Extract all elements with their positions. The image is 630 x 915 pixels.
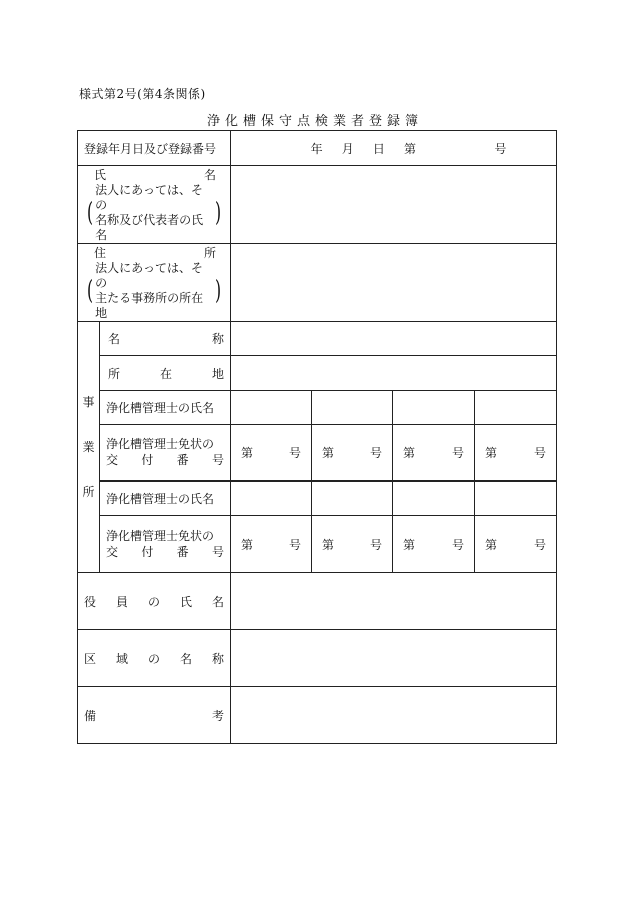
- officers-row: [78, 573, 557, 630]
- license-number-cell[interactable]: [231, 425, 312, 481]
- office-name-row: [78, 322, 557, 356]
- address-value-cell[interactable]: [231, 244, 557, 322]
- go-label: 号: [451, 537, 464, 552]
- manager-name-label: 浄化槽管理士の氏名: [100, 391, 231, 425]
- go-label: 号: [494, 141, 507, 156]
- area-row: [78, 630, 557, 687]
- dai-label: 第: [241, 445, 254, 460]
- officers-char-1: 役: [84, 594, 97, 609]
- area-char-5: 称: [211, 651, 224, 666]
- dai-label: 第: [241, 537, 254, 552]
- office-location-label: [100, 356, 231, 391]
- remarks-value[interactable]: [231, 687, 557, 744]
- name-label-cell: [78, 166, 231, 244]
- bracket-left: (: [87, 198, 94, 228]
- manager-name-cell[interactable]: [231, 481, 312, 516]
- license-char-4: 号: [211, 545, 224, 559]
- license-char-2: 付: [141, 453, 154, 468]
- manager-name-row-2: [78, 481, 557, 516]
- remarks-char-2: 考: [211, 708, 224, 723]
- go-label: 号: [288, 445, 301, 460]
- manager-name-cell[interactable]: [312, 481, 393, 516]
- name-char-2: 名: [203, 168, 216, 182]
- officers-char-3: の: [147, 594, 160, 609]
- day-label: 日: [372, 141, 385, 156]
- officers-char-5: 名: [211, 594, 224, 609]
- license-char-1: 交: [106, 545, 119, 559]
- registration-label: 登録年月日及び登録番号: [78, 131, 231, 166]
- address-row: [78, 244, 557, 322]
- office-location-char-1: 所: [108, 366, 121, 381]
- license-label: [100, 425, 231, 481]
- area-char-4: 名: [179, 651, 192, 666]
- office-location-char-3: 地: [211, 366, 224, 381]
- office-location-value[interactable]: [231, 356, 557, 391]
- area-label: [78, 630, 231, 687]
- license-char-1: 交: [106, 453, 119, 468]
- officers-label: [78, 573, 231, 630]
- page-title: 浄化槽保守点検業者登録簿: [206, 114, 423, 129]
- office-name-value[interactable]: [231, 322, 557, 356]
- license-row-1: [78, 425, 557, 481]
- office-name-label: [100, 322, 231, 356]
- area-value[interactable]: [231, 630, 557, 687]
- name-note-line1: 法人にあっては、その: [95, 183, 204, 212]
- registration-row: [78, 131, 557, 166]
- dai-label: 第: [322, 537, 335, 552]
- address-label-cell: [78, 244, 231, 322]
- manager-name-cell[interactable]: [231, 391, 312, 425]
- office-name-char-1: 名: [108, 332, 121, 346]
- bracket-right: ): [214, 276, 221, 306]
- officers-char-4: 氏: [179, 594, 192, 609]
- registry-table: [77, 130, 557, 744]
- month-label: 月: [341, 141, 354, 156]
- name-note-line2: 名称及び代表者の氏名: [95, 213, 204, 242]
- license-label-line1: 浄化槽管理士免状の: [106, 437, 215, 452]
- license-label: [100, 516, 231, 573]
- name-char-1: 氏: [94, 168, 107, 182]
- license-number-cell[interactable]: [393, 516, 475, 573]
- license-number-cell[interactable]: [475, 516, 557, 573]
- manager-name-cell[interactable]: [393, 391, 475, 425]
- name-value-cell[interactable]: [231, 166, 557, 244]
- manager-name-label: 浄化槽管理士の氏名: [100, 481, 231, 516]
- office-char-3: 所: [82, 484, 95, 499]
- remarks-row: [78, 687, 557, 744]
- bracket-left: (: [87, 276, 94, 306]
- manager-name-cell[interactable]: [393, 481, 475, 516]
- manager-name-cell[interactable]: [312, 391, 393, 425]
- officers-value[interactable]: [231, 573, 557, 630]
- license-char-2: 付: [141, 545, 154, 559]
- address-char-2: 所: [203, 246, 216, 260]
- address-note-line2: 主たる事務所の所在地: [95, 291, 204, 320]
- address-note-line1: 法人にあっては、その: [95, 261, 204, 290]
- office-char-1: 事: [82, 394, 95, 409]
- name-row: [78, 166, 557, 244]
- go-label: 号: [533, 537, 546, 552]
- dai-label: 第: [404, 141, 417, 156]
- form-number: 様式第2号(第4条関係): [79, 87, 206, 101]
- go-label: 号: [288, 537, 301, 552]
- remarks-char-1: 備: [84, 708, 97, 723]
- office-location-row: [78, 356, 557, 391]
- area-char-1: 区: [84, 651, 97, 666]
- dai-label: 第: [485, 445, 498, 460]
- go-label: 号: [451, 445, 464, 460]
- go-label: 号: [533, 445, 546, 460]
- dai-label: 第: [485, 537, 498, 552]
- area-char-3: の: [147, 651, 160, 666]
- go-label: 号: [369, 537, 382, 552]
- dai-label: 第: [403, 537, 416, 552]
- office-vertical-label: [78, 322, 100, 573]
- license-number-cell[interactable]: [475, 425, 557, 481]
- license-char-4: 号: [211, 453, 224, 468]
- manager-name-cell[interactable]: [475, 391, 557, 425]
- manager-name-cell[interactable]: [475, 481, 557, 516]
- office-location-char-2: 在: [159, 366, 172, 381]
- registration-value-cell[interactable]: [231, 131, 557, 166]
- license-row-2: [78, 516, 557, 573]
- license-number-cell[interactable]: [393, 425, 475, 481]
- dai-label: 第: [322, 445, 335, 460]
- dai-label: 第: [403, 445, 416, 460]
- license-char-3: 番: [176, 453, 189, 468]
- go-label: 号: [369, 445, 382, 460]
- office-name-char-2: 称: [211, 332, 224, 346]
- license-char-3: 番: [176, 545, 189, 559]
- manager-name-row-1: [78, 391, 557, 425]
- license-number-cell[interactable]: [231, 516, 312, 573]
- office-char-2: 業: [82, 439, 95, 454]
- officers-char-2: 員: [115, 594, 128, 609]
- remarks-label: [78, 687, 231, 744]
- license-number-cell[interactable]: [312, 425, 393, 481]
- address-char-1: 住: [94, 246, 107, 260]
- year-label: 年: [310, 141, 323, 156]
- bracket-right: ): [214, 198, 221, 228]
- license-label-line1: 浄化槽管理士免状の: [106, 529, 215, 543]
- license-number-cell[interactable]: [312, 516, 393, 573]
- area-char-2: 域: [115, 651, 128, 666]
